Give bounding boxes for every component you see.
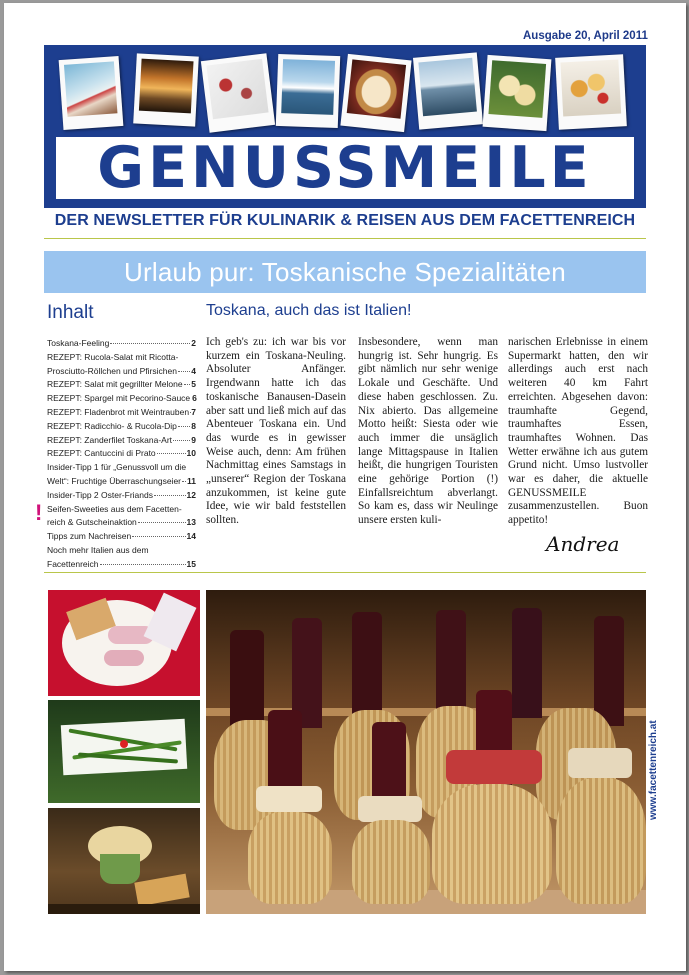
toc-title: Inhalt: [47, 302, 94, 323]
toc-item-title: reich & Gutscheinaktion: [47, 517, 137, 528]
toc-leader-dots: [182, 481, 186, 482]
toc-leader-dots: [138, 522, 186, 523]
newsletter-tagline: DER NEWSLETTER FÜR KULINARIK & REISEN AUS DEM FACETTENREICH: [54, 212, 636, 229]
toc-item: [47, 475, 196, 489]
toc-item-page: 14: [186, 531, 196, 542]
polaroid-spoons-tasting: [201, 53, 275, 133]
toc-item: [47, 434, 196, 448]
toc-item: [47, 530, 196, 544]
photo-toast-rolls: [48, 590, 200, 696]
toc-list: [47, 337, 196, 572]
toc-item: [47, 447, 196, 461]
toc-item: [47, 365, 196, 379]
toc-item: [47, 489, 196, 503]
toc-item-page: 12: [186, 489, 196, 500]
article-column-1: Ich geb's zu: ich war bis vor kurzem ein Toskana-Neuling. Absoluter Anfänger. Irgendwann hatte ich das toskanische Banausen-Dasein aber satt und ließ mich auf das Abenteuer Toskana ein. Und das wurde es in gewisser Weise auch, denn: Am frühen Nachmittag eines Samstags in „unserer“ Region der Toskana anzukommen, ist keine gute Idee, wie wir bald feststellen sollten.: [206, 336, 346, 527]
divider-bottom: [44, 572, 646, 573]
masthead-logo: [56, 134, 634, 201]
toc-item-title: REZEPT: Fladenbrot mit Weintrauben: [47, 406, 190, 417]
masthead: [44, 45, 646, 208]
toc-item: [47, 503, 196, 517]
toc-item-title: REZEPT: Salat mit gegrillter Melone: [47, 379, 183, 390]
toc-leader-dots: [100, 564, 186, 565]
polaroid-cup-dessert: [59, 56, 124, 130]
toc-item-page: 13: [186, 517, 196, 528]
toc-item-title: Insider-Tipp 2 Oster-Friands: [47, 489, 153, 500]
toc-leader-dots: [110, 343, 190, 344]
toc-item: [47, 378, 196, 392]
vertical-url: www.facettenreich.at: [648, 720, 659, 820]
toc-item-page: 9: [191, 434, 196, 445]
headline-banner: [44, 251, 646, 293]
toc-item: [47, 420, 196, 434]
polaroid-cream-puffs: [483, 55, 552, 131]
toc-leader-dots: [178, 426, 190, 427]
signature: Andrea: [546, 532, 620, 556]
toc-item-page: 10: [186, 448, 196, 459]
toc-leader-dots: [178, 371, 190, 372]
toc-item-page: 6: [192, 393, 197, 404]
polaroid-cake-plate: [340, 54, 411, 132]
article-column-3: narischen Erlebnisse in einem Supermarkt hatten, den wir allerdings auch erst nach weiteren 40 km Fahrt erreichten. Abgesehen davon: traumhafte Gegend, traumhaftes Essen, traumhaftes Wohnen. Das Wetter erwähne ich aus gutem Grund nicht. Umso lustvoller war es daher, die aktuelle GENUSSMEILE zusammenzustellen. Buon appetito!: [508, 336, 648, 527]
toc-item: [47, 406, 196, 420]
toc-item-title: Toskana-Feeling: [47, 338, 110, 348]
toc-item-page: 8: [191, 420, 196, 431]
toc-leader-dots: [157, 453, 186, 454]
exclamation-mark: !: [35, 500, 43, 525]
divider-top: [44, 238, 646, 239]
toc-item: [47, 351, 196, 365]
polaroid-ocean-wave: [276, 54, 340, 128]
toc-item-title: Welt“: Fruchtige Überraschungseier: [47, 475, 182, 486]
toc-item-page: 11: [187, 475, 196, 486]
toc-item: [47, 337, 196, 351]
polaroid-sea-horizon: [413, 52, 483, 129]
masthead-brand: GENUSSMEILE: [97, 134, 593, 201]
toc-item-page: 2: [191, 338, 196, 348]
toc-item: [47, 461, 196, 475]
toc-item-title: Noch mehr Italien aus dem: [47, 544, 149, 555]
issue-label: Ausgabe 20, April 2011: [523, 30, 648, 42]
toc-leader-dots: [184, 384, 191, 385]
polaroid-sunset-pier: [133, 53, 199, 126]
toc-item-page: 4: [191, 365, 196, 376]
toc-leader-dots: [154, 495, 186, 496]
article-title: Toskana, auch das ist Italien!: [206, 302, 412, 319]
toc-item-title: REZEPT: Zanderfilet Toskana-Art: [47, 434, 173, 445]
toc-item: [47, 516, 196, 530]
headline-text: Urlaub pur: Toskanische Spezialitäten: [124, 256, 566, 287]
polaroid-pastries: [555, 54, 627, 129]
toc-item-title: Seifen-Sweeties aus dem Facetten-: [47, 503, 182, 514]
toc-item-title: REZEPT: Cantuccini di Prato: [47, 448, 156, 459]
toc-item: [47, 392, 196, 406]
toc-item-title: Tipps zum Nachreisen: [47, 531, 132, 542]
article-column-2: Insbesondere, wenn man hungrig ist. Sehr hungrig. Es gibt nämlich nur sehr wenige Lokale und Geschäfte. Und diese haben geschlossen. Zu. Nix abierto. Das allgemeine Motto heißt: Siesta oder wie auch immer die unsäglich lange Mittagspause in Italien heißt, die hungrigen Touristen eine gehörige Portion (!) Einfallsreichtum abverlangt. So kam es, dass wir Neulinge unsere ersten kuli-: [358, 336, 498, 527]
toc-item-page: 15: [186, 558, 196, 569]
toc-item-title: REZEPT: Rucola-Salat mit Ricotta-: [47, 351, 179, 362]
toc-item-page: 7: [191, 406, 196, 417]
toc-item-title: REZEPT: Spargel mit Pecorino-Sauce: [47, 393, 191, 404]
photo-cantuccini: [48, 808, 200, 914]
toc-item: [47, 544, 196, 558]
toc-item-title: Facettenreich: [47, 558, 99, 569]
toc-item-page: 5: [191, 379, 196, 390]
toc-item-title: Prosciutto-Röllchen und Pfirsichen: [47, 365, 177, 376]
toc-item-title: REZEPT: Radicchio- & Rucola-Dip: [47, 420, 177, 431]
toc-leader-dots: [173, 440, 190, 441]
photo-chianti-bottles: [206, 590, 646, 914]
toc-item: [47, 558, 196, 572]
toc-item-title: Insider-Tipp 1 für „Genussvoll um die: [47, 462, 187, 473]
photo-asparagus: [48, 700, 200, 803]
toc-leader-dots: [132, 536, 185, 537]
